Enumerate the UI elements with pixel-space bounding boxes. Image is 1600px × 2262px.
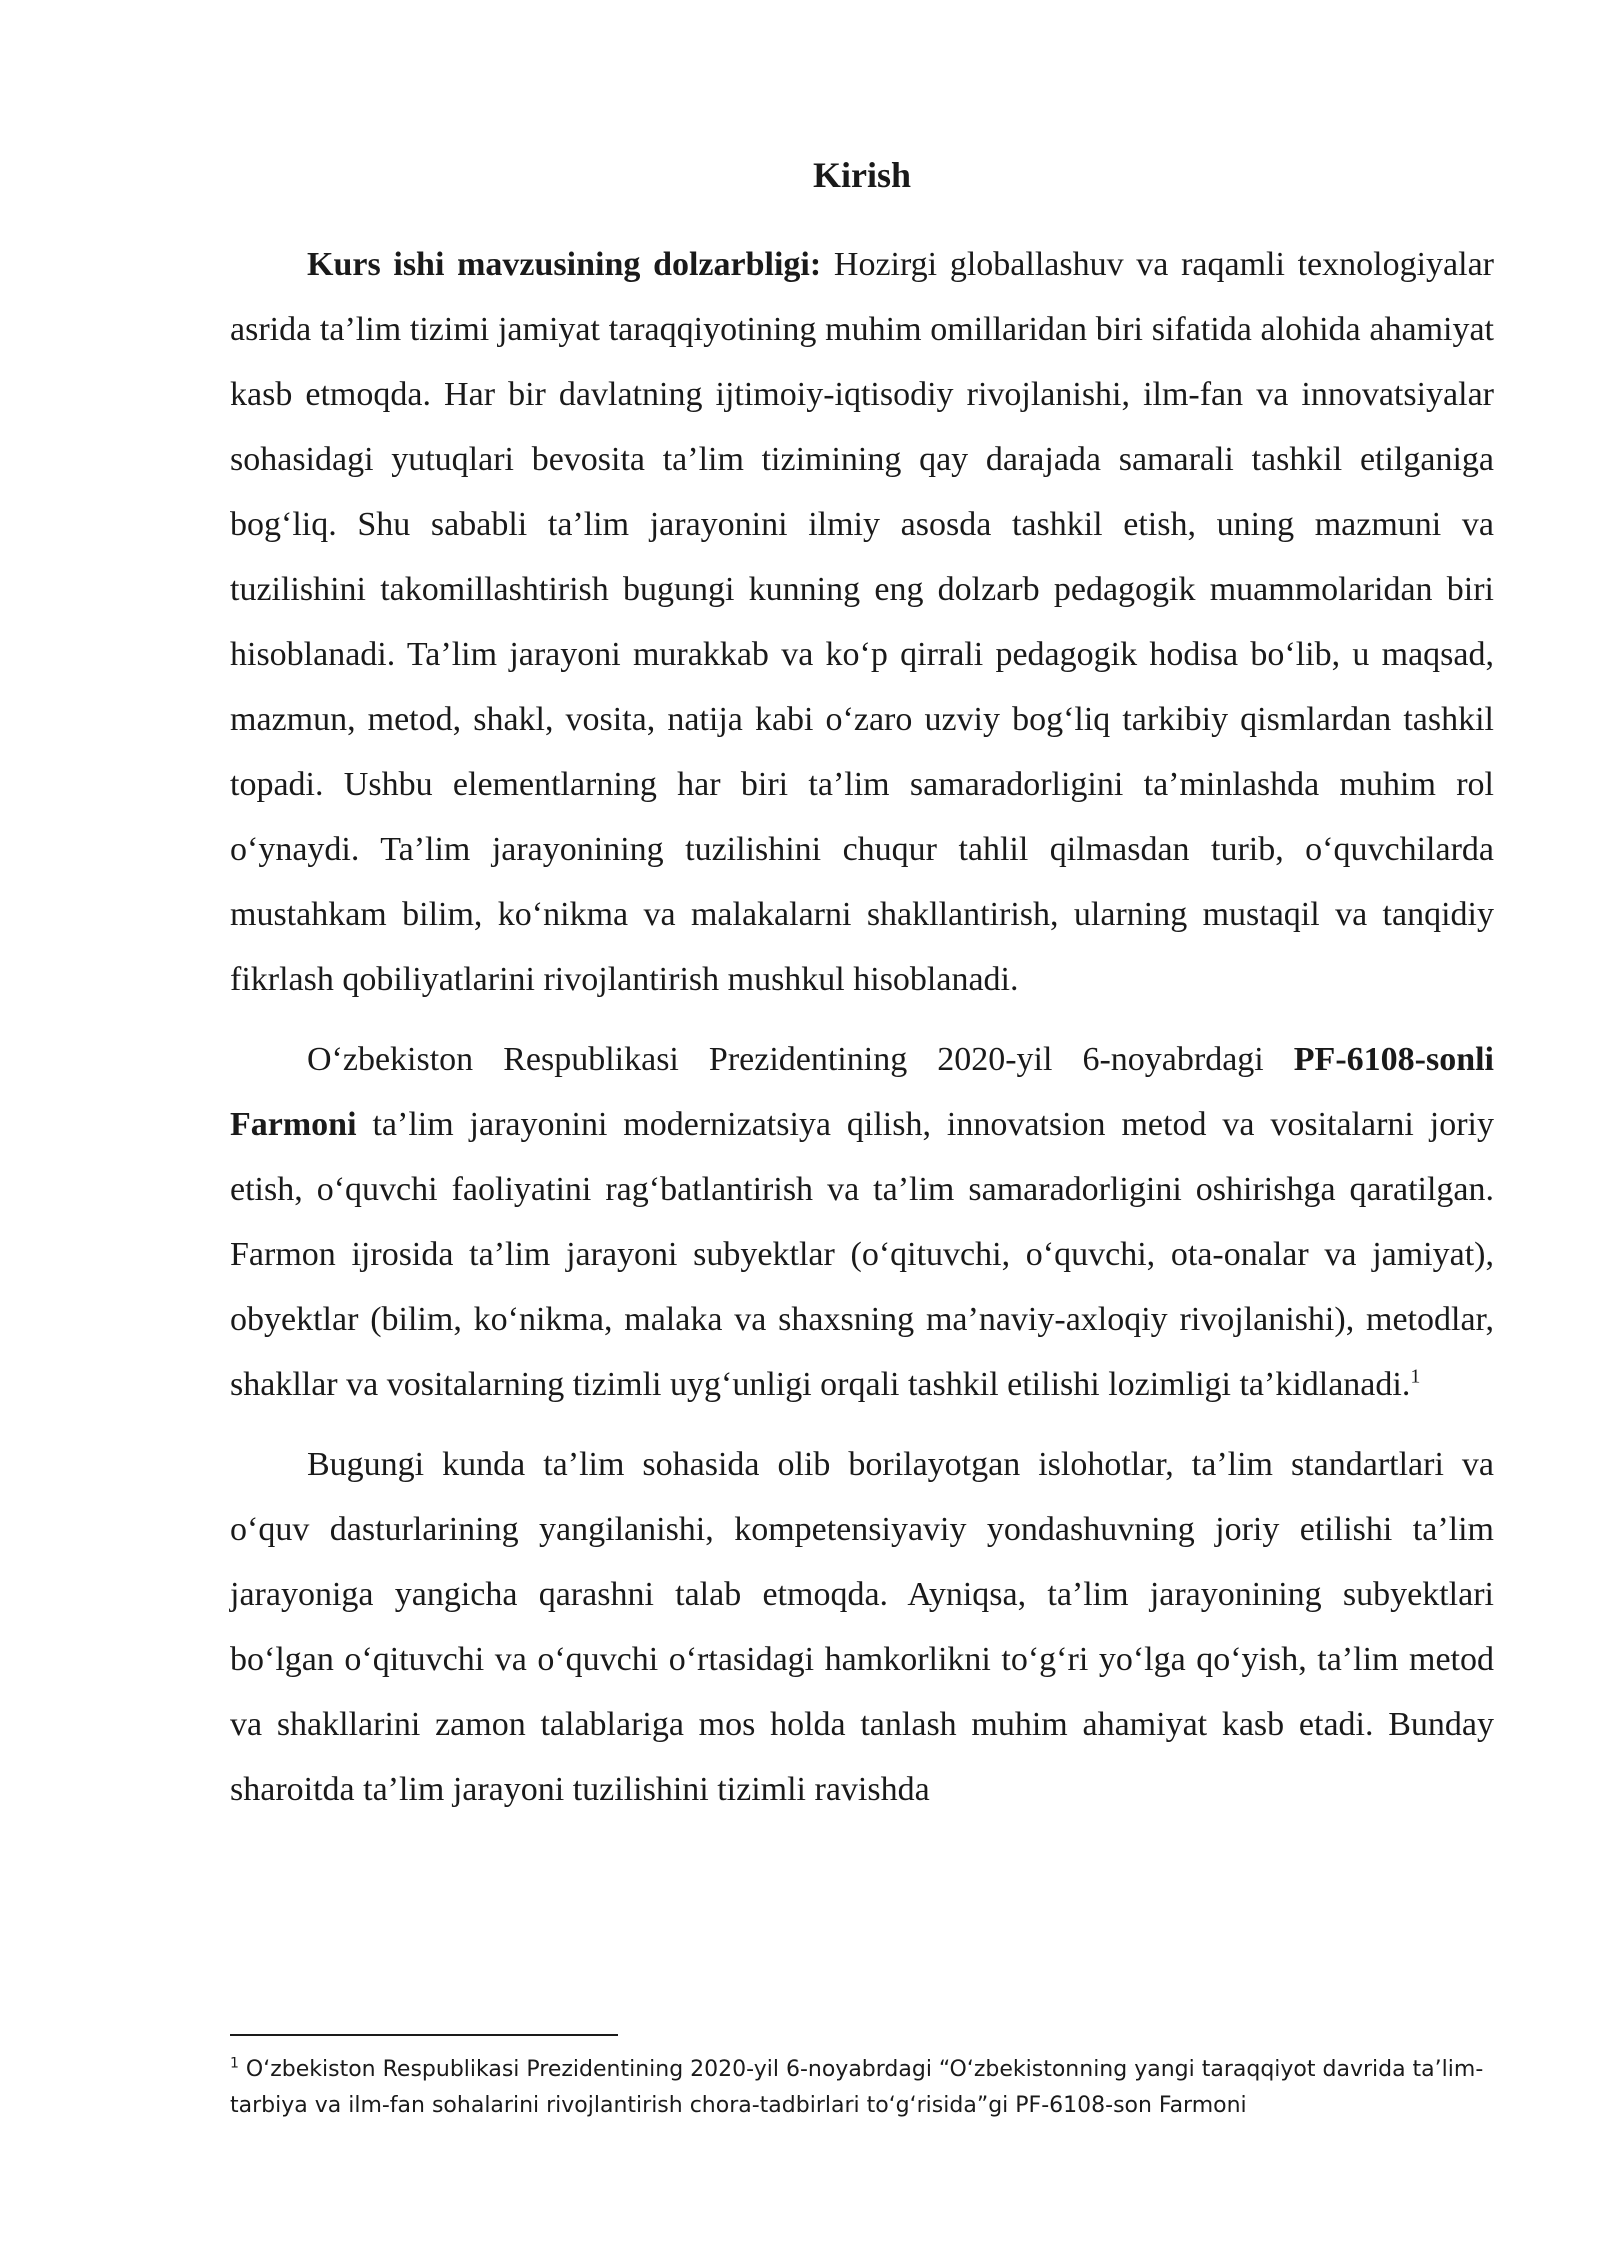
footnote (230, 2052, 1494, 2124)
paragraph-text-before: O‘zbekiston Respublikasi Prezidentining 2020-yil 6-noyabrdagi (307, 1041, 1294, 1078)
footnote-reference[interactable]: 1 (1410, 1365, 1421, 1388)
document-page (230, 150, 1494, 1837)
footnote-separator (230, 2034, 618, 2036)
paragraph-text: Bugungi kunda ta’lim sohasida olib borilayotgan islohotlar, ta’lim standartlari va o‘quv dasturlarining yangilanishi, kompetensiyaviy yondashuvning joriy etilishi ta’lim jarayoniga yangicha qarashni talab etmoqda. Ayniqsa, ta’lim jarayonining subyektlari bo‘lgan o‘qituvchi va o‘quvchi o‘rtasidagi hamkorlikni to‘g‘ri yo‘lga qo‘yish, ta’lim metod va shakllarini zamon talablariga mos holda tanlash muhim ahamiyat kasb etadi. Bunday sharoitda ta’lim jarayoni tuzilishini tizimli ravishda (230, 1446, 1494, 1808)
paragraph-text: Hozirgi globallashuv va raqamli texnologiyalar asrida ta’lim tizimi jamiyat taraqqiyotining muhim omillaridan biri sifatida alohida ahamiyat kasb etmoqda. Har bir davlatning ijtimoiy-iqtisodiy rivojlanishi, ilm-fan va innovatsiyalar sohasidagi yutuqlari bevosita ta’lim tizimining qay darajada samarali tashkil etilganiga bog‘liq. Shu sababli ta’lim jarayonini ilmiy asosda tashkil etish, uning mazmuni va tuzilishini takomillashtirish bugungi kunning eng dolzarb pedagogik muammolaridan biri hisoblanadi. Ta’lim jarayoni murakkab va ko‘p qirrali pedagogik hodisa bo‘lib, u maqsad, mazmun, metod, shakl, vosita, natija kabi o‘zaro uzviy bog‘liq tarkibiy qismlardan tashkil topadi. Ushbu elementlarning har biri ta’lim samaradorligini ta’minlashda muhim rol o‘ynaydi. Ta’lim jarayonining tuzilishini chuqur tahlil qilmasdan turib, o‘quvchilarda mustahkam bilim, ko‘nikma va malakalarni shakllantirish, ularning mustaqil va tanqidiy fikrlash qobiliyatlarini rivojlantirish mushkul hisoblanadi. (230, 246, 1494, 998)
page-title: Kirish (812, 155, 911, 195)
footnote-number: 1 (230, 2055, 239, 2072)
paragraph-decree (230, 1027, 1494, 1417)
paragraph-lead-heading: Kurs ishi mavzusining dolzarbligi: (307, 246, 822, 283)
decree-name: PF-6108-sonli Farmoni (230, 1041, 1494, 1143)
paragraph-text-after: ta’lim jarayonini modernizatsiya qilish, innovatsion metod va vositalarni joriy etish, o‘quvchi faoliyatini rag‘batlantirish va ta’lim samaradorligini oshirishga qaratilgan. Farmon ijrosida ta’lim jarayoni subyektlar (o‘qituvchi, o‘quvchi, ota-onalar va jamiyat), obyektlar (bilim, ko‘nikma, malaka va shaxsning ma’naviy-axloqiy rivojlanishi), metodlar, shakllar va vositalarning tizimli uyg‘unligi orqali tashkil etilishi lozimligi ta’kidlanadi. (230, 1106, 1494, 1403)
footnote-text: O‘zbekiston Respublikasi Prezidentining 2020-yil 6-noyabrdagi “O‘zbekistonning yangi taraqqiyot davrida ta’lim-tarbiya va ilm-fan sohalarini rivojlantirish chora-tadbirlari to‘g‘risida”gi PF-6108-son Farmoni (230, 2057, 1484, 2118)
paragraph-reforms (230, 1432, 1494, 1822)
paragraph-relevance (230, 232, 1494, 1012)
